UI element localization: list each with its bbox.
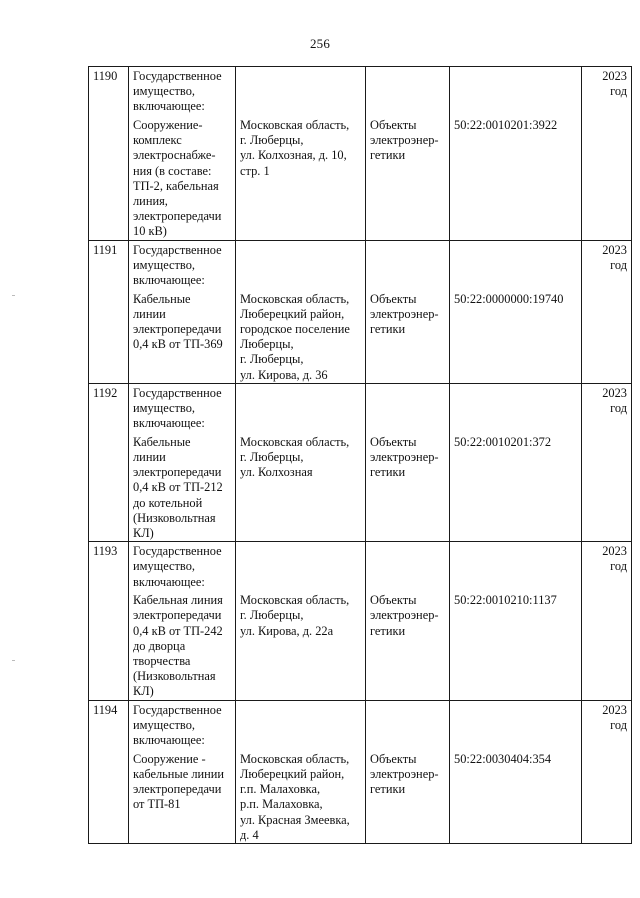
property-name-cell <box>129 383 236 541</box>
category-cell <box>366 67 450 241</box>
address-cell <box>236 700 366 843</box>
page-number: 256 <box>309 36 331 51</box>
address-cell <box>236 240 366 383</box>
address: Московская область, г. Люберцы, ул. Колхозная, д. 10, стр. 1 <box>240 118 350 178</box>
cadastral-number: 50:22:0010210:1137 <box>454 593 557 608</box>
property-name-cell <box>129 542 236 700</box>
address-cell <box>236 383 366 541</box>
category: Объекты электроэнер- гетики <box>370 118 439 163</box>
category-cell <box>366 700 450 843</box>
table-row <box>89 383 632 541</box>
year-cell <box>582 67 632 241</box>
table-row <box>89 542 632 700</box>
property-name: Сооружение - кабельные линии электропередачи от ТП-81 <box>133 751 225 812</box>
property-name: Кабельные линии электропередачи 0,4 кВ от ТП-369 <box>133 291 223 352</box>
property-name: Кабельная линия электропередачи 0,4 кВ от ТП-242 до дворца творчества (Низковольтная КЛ) <box>133 593 223 699</box>
property-group-label: Государственное имущество, включающее: <box>133 702 222 748</box>
property-group-label: Государственное имущество, включающее: <box>133 69 222 114</box>
address: Московская область, Люберецкий район, г.п. Малаховка, р.п. Малаховка, ул. Красная Змеевка, д. 4 <box>240 751 350 842</box>
year-cell <box>582 700 632 843</box>
category: Объекты электроэнер- гетики <box>370 751 439 797</box>
row-number: 1192 <box>89 383 129 541</box>
cadastral-cell <box>450 700 582 843</box>
table-row <box>89 67 632 241</box>
category-cell <box>366 383 450 541</box>
property-group-label: Государственное имущество, включающее: <box>133 544 222 589</box>
property-name: Сооружение- комплекс электроснабже- ния (в составе: ТП-2, кабельная линия, электропередачи 10 кВ) <box>133 118 222 239</box>
category: Объекты электроэнер- гетики <box>370 593 439 638</box>
category: Объекты электроэнер- гетики <box>370 434 439 480</box>
property-name-cell <box>129 67 236 241</box>
address: Московская область, г. Люберцы, ул. Кирова, д. 22а <box>240 593 350 638</box>
property-registry-table <box>88 66 632 844</box>
category: Объекты электроэнер- гетики <box>370 291 439 337</box>
scan-edge-mark <box>12 660 15 661</box>
row-number: 1193 <box>89 542 129 700</box>
year: 2023 год <box>602 544 627 574</box>
year-cell <box>582 383 632 541</box>
category-cell <box>366 542 450 700</box>
property-name-cell <box>129 700 236 843</box>
table-row <box>89 240 632 383</box>
scan-edge-mark <box>12 295 15 296</box>
address: Московская область, г. Люберцы, ул. Колхозная <box>240 434 350 480</box>
property-group-label: Государственное имущество, включающее: <box>133 385 222 431</box>
property-group-label: Государственное имущество, включающее: <box>133 242 222 288</box>
year: 2023 год <box>602 69 627 99</box>
category-cell <box>366 240 450 383</box>
address-cell <box>236 67 366 241</box>
cadastral-cell <box>450 240 582 383</box>
cadastral-cell <box>450 383 582 541</box>
address: Московская область, Люберецкий район, городское поселение Люберцы, г. Люберцы, ул. Кирова, д. 36 <box>240 291 350 382</box>
year: 2023 год <box>602 242 627 272</box>
row-number: 1190 <box>89 67 129 241</box>
year: 2023 год <box>602 702 627 732</box>
year: 2023 год <box>602 385 627 416</box>
cadastral-cell <box>450 67 582 241</box>
property-name-cell <box>129 240 236 383</box>
table-row <box>89 700 632 843</box>
cadastral-number: 50:22:0000000:19740 <box>454 291 564 306</box>
year-cell <box>582 542 632 700</box>
row-number: 1191 <box>89 240 129 383</box>
cadastral-number: 50:22:0030404:354 <box>454 751 552 766</box>
cadastral-number: 50:22:0010201:3922 <box>454 118 558 132</box>
cadastral-number: 50:22:0010201:372 <box>454 434 552 449</box>
address-cell <box>236 542 366 700</box>
year-cell <box>582 240 632 383</box>
property-name: Кабельные линии электропередачи 0,4 кВ от ТП-212 до котельной (Низковольтная КЛ) <box>133 434 223 541</box>
row-number: 1194 <box>89 700 129 843</box>
cadastral-cell <box>450 542 582 700</box>
